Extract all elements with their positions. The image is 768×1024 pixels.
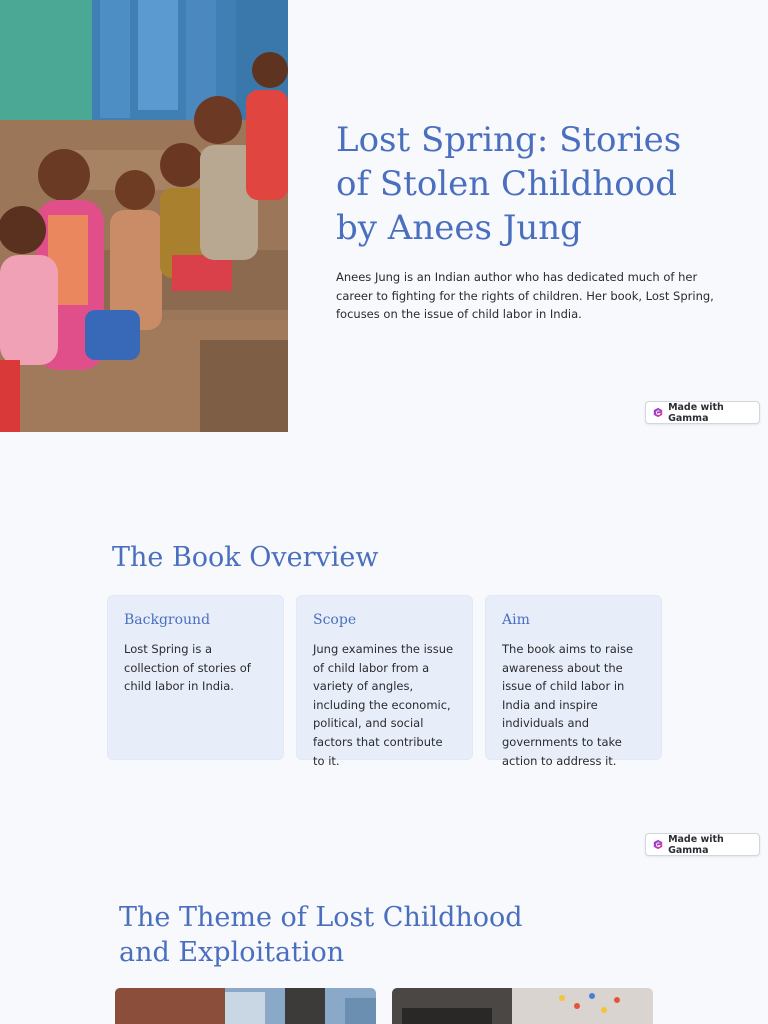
page-title: Lost Spring: Stories of Stolen Childhood by Anees Jung [336, 120, 682, 248]
intro-paragraph: Anees Jung is an Indian author who has dedicated much of her career to fighting for the rights of children. Her book, Lost Spring, focuses on the issue of child labor in India. [336, 270, 714, 321]
badge-label: Made with Gamma [668, 833, 724, 856]
section-title-theme: The Theme of Lost Childhood and Exploitation [119, 902, 523, 968]
made-with-gamma-badge[interactable] [645, 401, 760, 424]
overview-cards [107, 595, 662, 768]
section-title-overview: The Book Overview [112, 542, 379, 573]
card-background [107, 595, 284, 760]
gamma-logo-icon [653, 839, 663, 850]
card-aim [485, 595, 662, 768]
street-photo [115, 988, 376, 1024]
emoji-photo [392, 988, 653, 1024]
card-title: Background [124, 612, 211, 628]
children-photo [0, 0, 288, 432]
card-text: Jung examines the issue of child labor from a variety of angles, including the economic, political, and social factors that contribute to it. [313, 642, 454, 768]
card-text: The book aims to raise awareness about the issue of child labor in India and inspire individuals and governments to take action to address it. [502, 642, 634, 768]
card-scope [296, 595, 473, 768]
badge-label: Made with Gamma [668, 401, 724, 424]
card-title: Aim [502, 612, 530, 628]
slide-title [0, 0, 768, 432]
gamma-logo-icon [653, 407, 663, 418]
made-with-gamma-badge[interactable] [645, 833, 760, 856]
card-title: Scope [313, 612, 357, 628]
card-text: Lost Spring is a collection of stories of child labor in India. [124, 642, 251, 694]
